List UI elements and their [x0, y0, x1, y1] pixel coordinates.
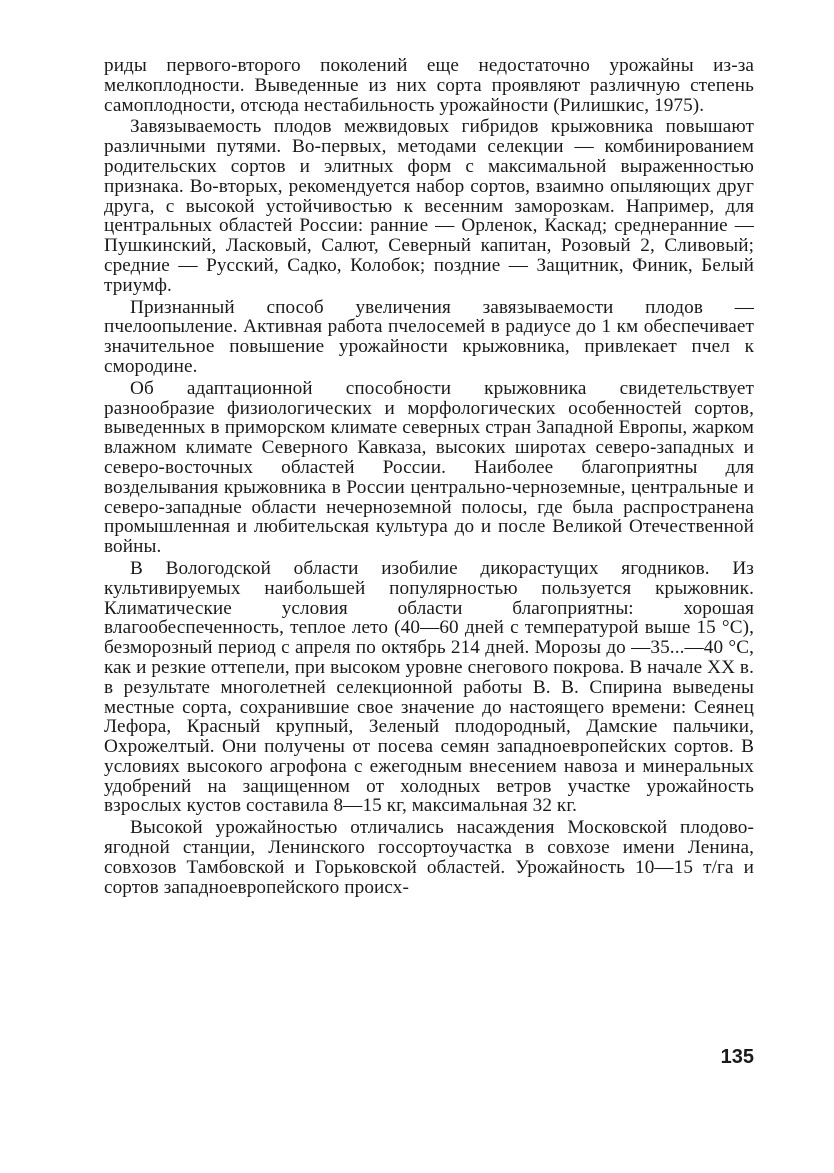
paragraph-6: Высокой урожайностью отличались насаждения Московской плодово-ягодной станции, Ленинского госсортоучастка в совхозе имени Ленина, совхозов Тамбовской и Горьковской областей. Урожайность 10—15 т/га и сортов западноевропейского происх- — [104, 817, 754, 898]
paragraph-1: риды первого-второго поколений еще недостаточно урожайны из-за мелкоплодности. Выведенные из них сорта проявляют различную степень самоплодности, отсюда нестабильность урожайности (Рилишкис, 1975). — [104, 55, 754, 116]
paragraph-5: В Вологодской области изобилие дикорастущих ягодников. Из культивируемых наибольшей популярностью пользуется крыжовник. Климатические условия области благоприятны: хорошая влагообеспеченность, теплое лето (40—60 дней с температурой выше 15 °С), безморозный период с апреля по октябрь 214 дней. Морозы до —35...—40 °С, как и резкие оттепели, при высоком уровне снегового покрова. В начале XX в. в результате многолетней селекционной работы В. В. Спирина выведены местные сорта, сохранившие свое значение до настоящего времени: Сеянец Лефора, Красный крупный, Зеленый плодородный, Дамские пальчики, Охрожелтый. Они получены от посева семян западноевропейских сортов. В условиях высокого агрофона с ежегодным внесением навоза и минеральных удобрений на защищенном от холодных ветров участке урожайность взрослых кустов составила 8—15 кг, максимальная 32 кг. — [104, 557, 754, 817]
paragraph-2: Завязываемость плодов межвидовых гибридов крыжовника повышают различными путями. Во-первых, методами селекции — комбинированием родительских сортов и элитных форм с максимальной выраженностью признака. Во-вторых, рекомендуется набор сортов, взаимно опыляющих друг друга, с высокой устойчивостью к весенним заморозкам. Например, для центральных областей России: ранние — Орленок, Каскад; среднеранние — Пушкинский, Ласковый, Салют, Северный капитан, Розовый 2, Сливовый; средние — Русский, Садко, Колобок; поздние — Защитник, Финик, Белый триумф. — [104, 116, 754, 296]
page-number: 135 — [720, 1046, 754, 1068]
paragraph-4: Об адаптационной способности крыжовника свидетельствует разнообразие физиологических и морфологических особенностей сортов, выведенных в приморском климате северных стран Западной Европы, жарком влажном климате Северного Кавказа, высоких широтах северо-западных и северо-восточных областей России. Наиболее благоприятны для возделывания крыжовника в России центрально-черноземные, центральные и северо-западные области нечерноземной полосы, где была распространена промышленная и любительская культура до и после Великой Отечественной войны. — [104, 377, 754, 558]
paragraph-3: Признанный способ увеличения завязываемости плодов — пчелоопыление. Активная работа пчелосемей в радиусе до 1 км обеспечивает значительное повышение урожайности крыжовника, привлекает пчел к смородине. — [104, 296, 754, 377]
body-text — [104, 56, 754, 899]
